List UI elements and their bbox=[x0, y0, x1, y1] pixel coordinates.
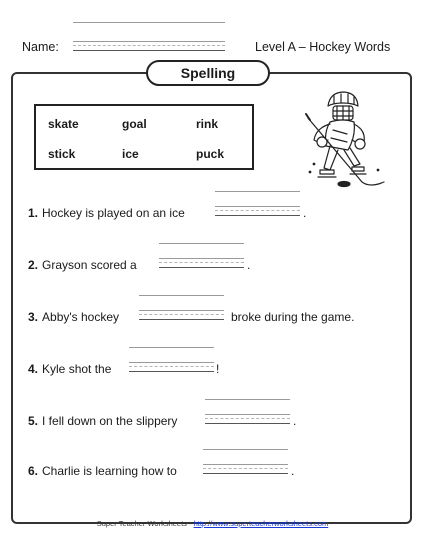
question-6-end: . bbox=[291, 464, 295, 478]
answer-guide-5 bbox=[205, 399, 290, 400]
footer bbox=[0, 519, 425, 528]
question-5 bbox=[28, 414, 177, 428]
answer-guide-4 bbox=[129, 347, 214, 348]
answer-guide-6 bbox=[203, 449, 288, 450]
word-bank-item: skate bbox=[48, 117, 79, 131]
question-4-end: ! bbox=[216, 362, 220, 376]
word-bank bbox=[34, 104, 254, 170]
page-title: Spelling bbox=[146, 60, 270, 86]
answer-guide-3 bbox=[139, 295, 224, 296]
question-text: Hockey is played on an ice bbox=[42, 206, 185, 220]
answer-guide-2 bbox=[159, 243, 244, 244]
question-1 bbox=[28, 206, 185, 220]
question-text: I fell down on the slippery bbox=[42, 414, 178, 428]
word-bank-item: puck bbox=[196, 147, 225, 161]
name-label: Name: bbox=[22, 40, 59, 54]
level-title: Level A – Hockey Words bbox=[255, 40, 391, 54]
question-6 bbox=[28, 464, 177, 478]
question-text: Abby's hockey bbox=[42, 310, 120, 324]
question-number: 3. bbox=[28, 310, 39, 324]
word-bank-item: stick bbox=[48, 147, 76, 161]
question-number: 4. bbox=[28, 362, 39, 376]
question-3 bbox=[28, 310, 119, 324]
question-number: 2. bbox=[28, 258, 39, 272]
word-bank-item: rink bbox=[196, 117, 219, 131]
answer-guide-1 bbox=[215, 191, 300, 192]
question-3-end: broke during the game. bbox=[231, 310, 355, 324]
question-text: Charlie is learning how to bbox=[42, 464, 177, 478]
question-number: 1. bbox=[28, 206, 39, 220]
footer-text: Super Teacher Worksheets - bbox=[96, 519, 194, 528]
question-number: 5. bbox=[28, 414, 39, 428]
question-1-end: . bbox=[303, 206, 307, 220]
question-number: 6. bbox=[28, 464, 39, 478]
question-text: Kyle shot the bbox=[42, 362, 112, 376]
word-bank-item: ice bbox=[122, 147, 139, 161]
name-guide-line bbox=[73, 22, 225, 23]
question-4 bbox=[28, 362, 111, 376]
footer-link[interactable]: http://www.superteacherworksheets.com bbox=[193, 519, 329, 528]
hockey-player-illustration bbox=[300, 84, 395, 194]
question-text: Grayson scored a bbox=[42, 258, 137, 272]
word-bank-item: goal bbox=[122, 117, 147, 131]
question-5-end: . bbox=[293, 414, 297, 428]
question-2 bbox=[28, 258, 137, 272]
question-2-end: . bbox=[247, 258, 251, 272]
